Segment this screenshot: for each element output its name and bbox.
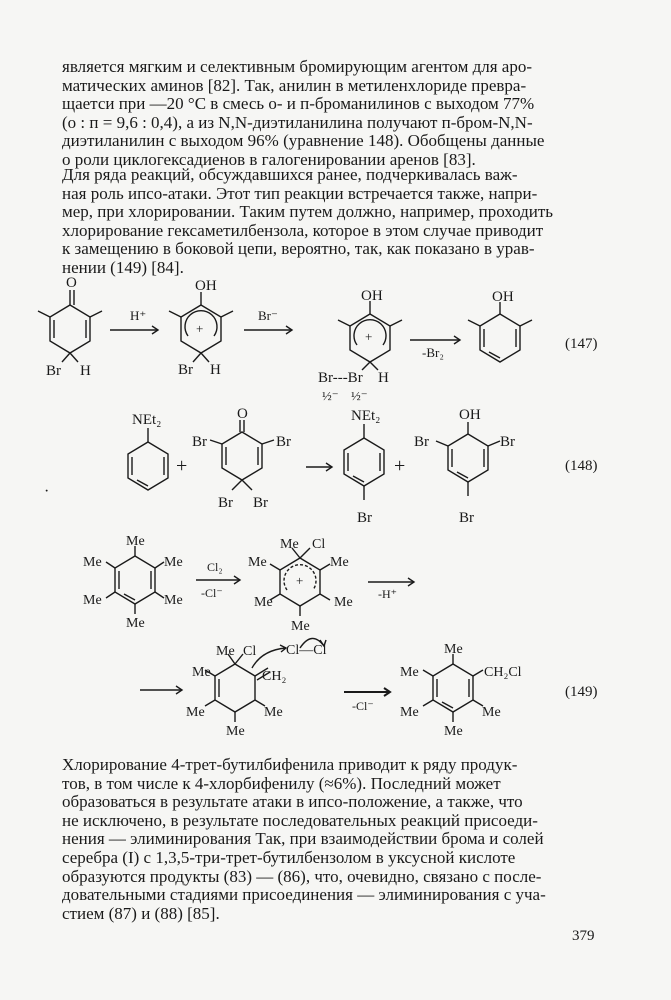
text-line: хлорирование гексаметилбензола, которое в этом случае приводит — [62, 220, 544, 240]
hydroxyl-label: OH — [459, 407, 481, 423]
chloromethyl-pentamethylbenzene-molecule — [423, 654, 483, 722]
bromine-label: Br — [178, 362, 193, 378]
methyl-label: Me — [164, 593, 183, 608]
scheme-147 — [38, 275, 532, 403]
methyl-label: Me — [126, 534, 145, 549]
scheme-149-row-2 — [140, 638, 522, 739]
tetrabromo-dienone-molecule — [210, 420, 274, 490]
text-line: матических аминов [82]. Так, анилин в метиленхлориде превра- — [62, 75, 527, 95]
plus-sign: + — [394, 455, 406, 477]
oxygen-label: O — [66, 275, 77, 291]
methyl-label: Me — [186, 705, 205, 720]
text-line: нении (149) [84]. — [62, 257, 184, 277]
methyl-label: Me — [126, 616, 145, 631]
methyl-label: Me — [248, 555, 267, 570]
plus-sign: + — [176, 455, 188, 477]
text-line: образоваться в результате атаки в ипсо-положение, а также, что — [62, 792, 523, 812]
chlorine-molecule-label: Cl—Cl — [286, 643, 327, 658]
methyl-label: Me — [444, 642, 463, 657]
text-line: довательными стадиями присоединения — элиминирования с уча- — [62, 885, 546, 905]
bromine-label: Br — [500, 434, 515, 450]
hydrogen-label: H — [210, 362, 221, 378]
text-line: щаетси при —20 °C в смесь о- и п-броманилинов с выходом 77% — [62, 94, 535, 114]
page-number: 379 — [572, 928, 595, 944]
methyl-label: Me — [400, 665, 419, 680]
plus-charge: + — [296, 573, 304, 588]
reagent-label: -Cl⁻ — [352, 699, 374, 713]
methyl-label: Me — [330, 555, 349, 570]
methylene-label: CH₂ — [262, 669, 287, 684]
plus-charge: + — [365, 329, 373, 344]
bromine-label: Br — [276, 434, 291, 450]
equation-number: (147) — [565, 336, 598, 352]
partial-charge: ½⁻ — [351, 388, 368, 403]
oxygen-label: O — [237, 406, 248, 422]
reagent-label: Cl₂ — [207, 560, 223, 574]
methyl-label: Me — [482, 705, 501, 720]
hydroxyl-label: OH — [195, 278, 217, 294]
hydrogen-label: H — [80, 363, 91, 379]
methyl-label: Me — [192, 665, 211, 680]
chlorine-label: Cl — [243, 644, 257, 659]
methyl-label: Me — [164, 555, 183, 570]
hydrogen-label: H — [378, 370, 389, 386]
hydroxyl-label: OH — [492, 289, 514, 305]
scheme-148 — [128, 406, 515, 526]
bromine-label: Br — [459, 510, 474, 526]
text-line: о роли циклогексадиенов в галогенировании аренов [83]. — [62, 149, 476, 169]
text-line: является мягким и селективным бромирующим агентом для аро- — [62, 57, 533, 76]
reagent-label: H⁺ — [130, 308, 147, 323]
bromodiethylaniline-molecule — [344, 424, 384, 500]
text-line: нения — элиминирования Так, при взаимодействии брома и солей — [62, 829, 544, 849]
phenol-molecule — [468, 302, 532, 362]
bullet-mark: · — [44, 483, 50, 500]
equation-number: (149) — [565, 684, 598, 700]
methyl-label: Me — [264, 705, 283, 720]
text-line: серебра (I) с 1,3,5-три-трет-бутилбензолом в уксусной кислоте — [62, 847, 516, 867]
partial-charge: ½⁻ — [322, 388, 339, 403]
bromine-label: Br — [414, 434, 429, 450]
methyl-label: Me — [216, 644, 235, 659]
methyl-label: Me — [83, 593, 102, 608]
scheme-149-row-1 — [83, 534, 414, 634]
bromine-label: Br — [218, 495, 233, 511]
paragraph-3 — [62, 756, 604, 923]
text-line: стием (87) и (88) [85]. — [62, 903, 220, 923]
reagent-label: -Cl⁻ — [201, 586, 223, 600]
hydroxyl-label: OH — [361, 288, 383, 304]
methyl-label: Me — [400, 705, 419, 720]
text-line: не исключено, в результате последовательных реакций присоеди- — [62, 810, 538, 830]
chlorine-label: Cl — [312, 537, 326, 552]
methyl-label: Me — [83, 555, 102, 570]
equation-number: (148) — [565, 458, 598, 474]
chloromethyl-label: CH₂Cl — [484, 665, 522, 680]
reagent-label: Br⁻ — [258, 308, 278, 323]
reagent-label: -H⁺ — [378, 587, 397, 601]
bromine-label: Br — [357, 510, 372, 526]
dienone-molecule — [38, 290, 102, 362]
bromine-bond-label: Br---Br — [318, 370, 363, 386]
text-line: к замещению в боковой цепи, вероятно, так, как показано в урав- — [62, 239, 535, 259]
methyl-label: Me — [254, 595, 273, 610]
diethylamino-label: NEt₂ — [132, 412, 162, 428]
reagent-label: -Br₂ — [422, 345, 444, 360]
methyl-label: Me — [280, 537, 299, 552]
text-line: мер, при хлорировании. Таким путем должно, например, проходить — [62, 202, 554, 222]
text-line: диэтиланилин с выходом 96% (уравнение 148). Обобщены данные — [62, 131, 545, 151]
diethylaniline-molecule — [128, 428, 168, 490]
bromine-label: Br — [46, 363, 61, 379]
text-line: Хлорирование 4-трет-бутилбифенила приводит к ряду продук- — [62, 755, 518, 774]
text-line: Для ряда реакций, обсуждавшихся ранее, подчеркивалась важ- — [62, 165, 518, 184]
methyl-label: Me — [444, 724, 463, 739]
bromine-label: Br — [192, 434, 207, 450]
diethylamino-label: NEt₂ — [351, 408, 381, 424]
methyl-label: Me — [291, 619, 310, 634]
text-line: образуются продукты (83) — (86), что, очевидно, связано с после- — [62, 866, 542, 886]
tribromophenol-molecule — [436, 422, 500, 496]
text-line: (о : п = 9,6 : 0,4), а из N,N-диэтиланилина получают п-бром-N,N- — [62, 112, 533, 132]
bromine-label: Br — [253, 495, 268, 511]
text-line: тов, в том числе к 4-хлорбифенилу (≈6%). Последний может — [62, 773, 501, 793]
methyl-label: Me — [226, 724, 245, 739]
hexamethylbenzene-molecule — [106, 546, 164, 614]
text-line: ная роль ипсо-атаки. Этот тип реакции встречается также, напри- — [62, 183, 538, 203]
plus-charge: + — [196, 321, 204, 336]
methyl-label: Me — [334, 595, 353, 610]
